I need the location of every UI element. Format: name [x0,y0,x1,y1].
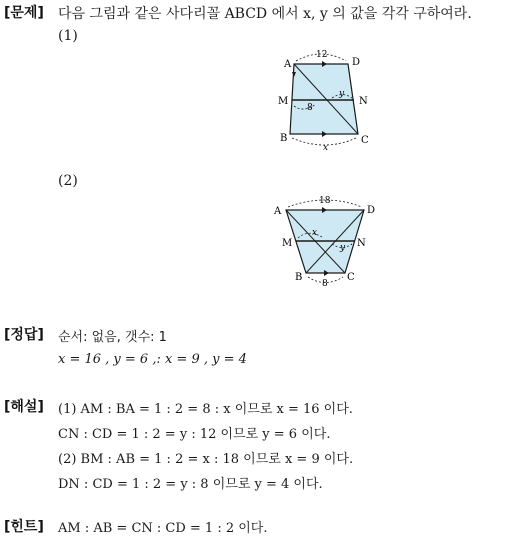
answer-values: x = 16 , y = 6 ,: x = 9 , y = 4 [58,352,247,367]
label-b: B [280,133,288,144]
length-8: 8 [322,279,328,289]
label-d: D [367,205,376,216]
explanation-line-1: (1) AM : BA = 1 : 2 = 8 : x 이므로 x = 16 이다. [58,402,353,417]
explanation-line-2: CN : CD = 1 : 2 = y : 12 이므로 y = 6 이다. [58,427,331,442]
label-a: A [284,59,292,70]
var-x: x [323,143,329,153]
part2-label: (2) [58,173,78,189]
var-y: y [339,89,345,99]
explanation-line-4: DN : CD = 1 : 2 = y : 8 이므로 y = 4 이다. [58,477,323,492]
problem-tag: [문제] [4,5,44,21]
explanation-tag: [해설] [4,399,44,415]
label-c: C [347,272,355,283]
label-n: N [359,96,368,107]
hint-text: AM : AB = CN : CD = 1 : 2 이다. [58,521,268,536]
label-d: D [352,57,361,68]
label-c: C [361,135,369,146]
label-n: N [357,238,366,249]
length-12: 12 [316,50,328,60]
answer-tag: [정답] [4,327,44,343]
label-m: M [282,238,293,249]
label-b: B [295,272,303,283]
length-18: 18 [319,196,331,206]
explanation-line-3: (2) BM : AB = 1 : 2 = x : 18 이므로 x = 9 이다. [58,452,354,467]
var-x: x [312,228,318,238]
var-y: y [340,243,346,253]
answer-meta: 순서: 없음, 갯수: 1 [58,330,167,345]
part1-label: (1) [58,28,78,44]
problem-statement: 다음 그림과 같은 사다리꼴 ABCD 에서 x, y 의 값을 각각 구하여라. [58,6,472,22]
label-a: A [274,206,282,217]
length-8: 8 [307,103,313,113]
trapezoid-figure-1 [270,46,380,154]
label-m: M [278,96,289,107]
hint-tag: [힌트] [4,519,44,535]
trapezoid-figure-2 [268,191,386,291]
